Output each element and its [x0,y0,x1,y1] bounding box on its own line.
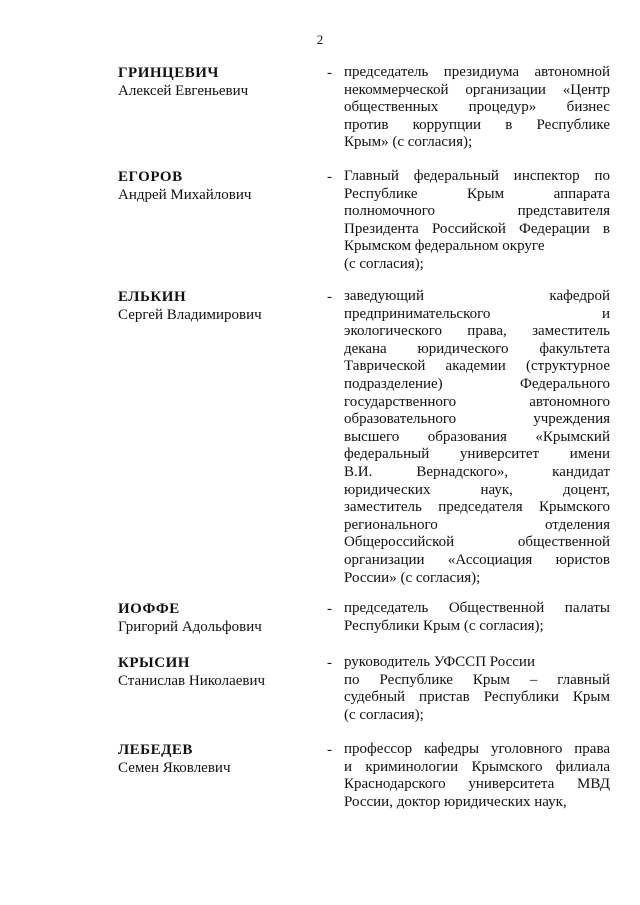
member-dash: - [327,655,332,671]
member-surname: КРЫСИН [118,655,190,671]
role-line: регионального отделения [344,516,610,533]
role-line: экологического права, заместитель [344,323,610,340]
member-surname: ИОФФЕ [118,601,180,617]
role-line: по Республике Крым – главный [344,671,610,688]
role-line: Таврической академии (структурное [344,358,610,375]
role-line: Крым» (с согласия); [344,134,473,151]
member-surname: ЕЛЬКИН [118,289,187,305]
role-line: Республики Крым (с согласия); [344,617,544,634]
member-given-name: Станислав Николаевич [118,673,266,689]
role-line: полномочного представителя [344,203,610,220]
role-line: некоммерческой организации «Центр [344,81,610,98]
member-surname: ЕГОРОВ [118,169,183,185]
role-line: организации «Ассоциация юристов [344,551,610,568]
member-dash: - [327,742,332,758]
member-surname: ГРИНЦЕВИЧ [118,65,219,81]
member-dash: - [327,601,332,617]
role-line: (с согласия); [344,706,424,723]
role-line: заведующий кафедрой [344,288,610,304]
role-line: государственного автономного [344,393,610,410]
member-dash: - [327,289,332,305]
role-line: В.И. Вернадского», кандидат [344,463,610,480]
role-line: Президента Российской Федерации в [344,220,610,237]
member-dash: - [327,169,332,185]
role-line: России» (с согласия); [344,569,481,586]
role-line: общественных процедур» бизнес [344,99,610,116]
role-line: Республике Крым аппарата [344,185,610,202]
member-role [344,64,610,152]
member-given-name: Алексей Евгеньевич [118,83,249,99]
role-line: федеральный университет имени [344,446,610,463]
member-role [344,600,610,635]
member-role [344,288,610,587]
role-line: (с согласия); [344,255,424,272]
role-line: образовательного учреждения [344,411,610,428]
role-line: председатель Общественной палаты [344,600,610,616]
member-dash: - [327,65,332,81]
member-given-name: Семен Яковлевич [118,760,231,776]
member-surname: ЛЕБЕДЕВ [118,742,193,758]
role-line: юридических наук, доцент, [344,481,610,498]
role-line: России, доктор юридических наук, [344,793,567,810]
member-role [344,168,610,274]
role-line: судебный пристав Республики Крым [344,689,610,706]
member-given-name: Григорий Адольфович [118,619,262,635]
role-line: подразделение) Федерального [344,375,610,392]
role-line: декана юридического факультета [344,340,610,357]
role-line: профессор кафедры уголовного права [344,741,610,757]
role-line: руководитель УФССП России [344,654,535,670]
role-line: Главный федеральный инспектор по [344,168,610,184]
role-line: заместитель председателя Крымского [344,499,610,516]
role-line: Общероссийской общественной [344,534,610,551]
role-line: высшего образования «Крымский [344,428,610,445]
role-line: Крымском федеральном округе [344,238,545,255]
page-number: 2 [316,32,324,47]
role-line: Краснодарского университета МВД [344,776,610,793]
member-role [344,741,610,811]
role-line: предпринимательского и [344,305,610,322]
role-line: против коррупции в Республике [344,116,610,133]
member-given-name: Сергей Владимирович [118,307,262,323]
role-line: председатель президиума автономной [344,64,610,80]
member-role [344,654,610,724]
role-line: и криминологии Крымского филиала [344,758,610,775]
member-given-name: Андрей Михайлович [118,187,252,203]
